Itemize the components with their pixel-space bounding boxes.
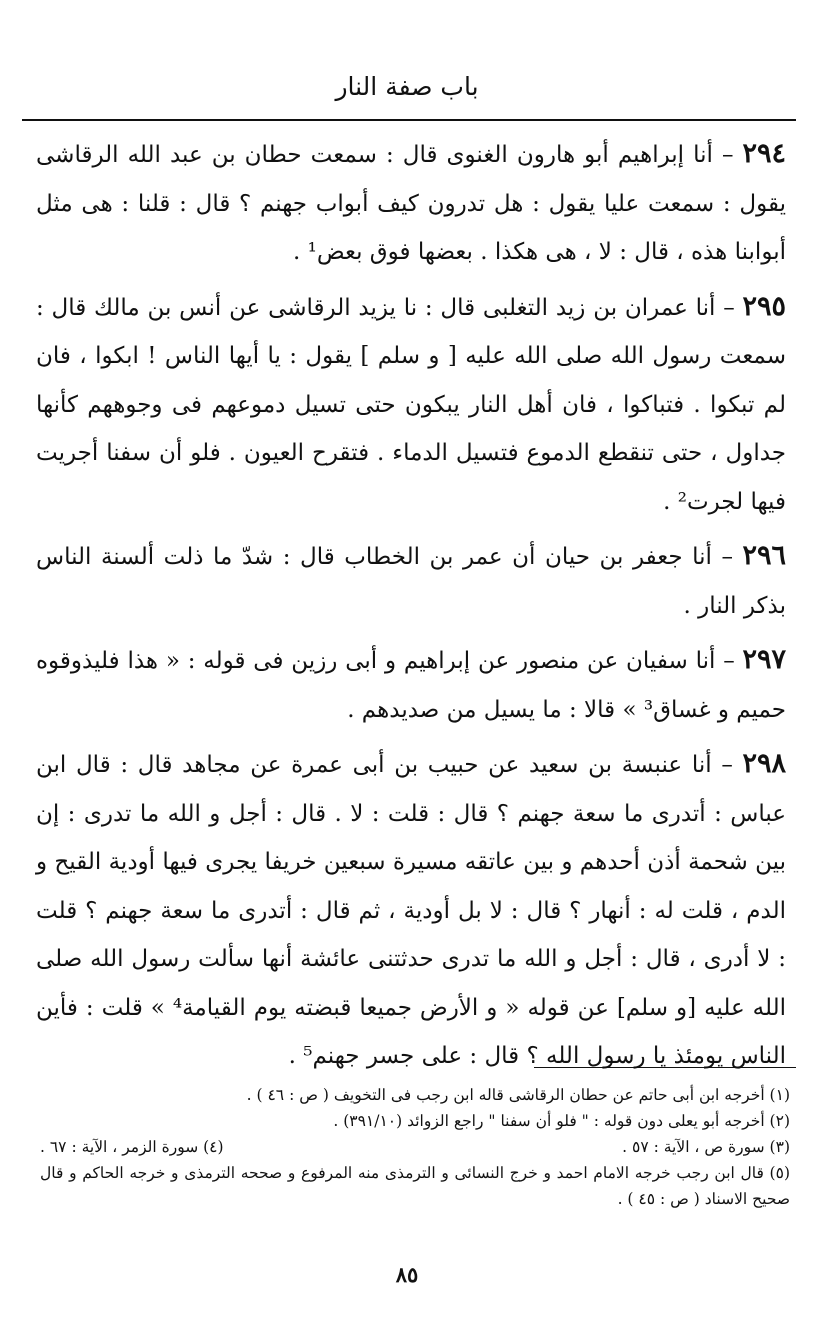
entry-text: أنا جعفر بن حيان أن عمر بن الخطاب قال : شدّ ما ذلت ألسنة الناس بذكر النار . bbox=[36, 544, 786, 619]
page-number: ٨٥ bbox=[395, 1262, 419, 1287]
entry-dash: – bbox=[723, 294, 735, 321]
entry-number: ٢٩٦ bbox=[742, 540, 787, 571]
footnote-5: (٥) قال ابن رجب خرجه الامام احمد و خرج النسائى و الترمذى منه المرفوع و صححه الترمذى و خرجه الحاكم و قال صحيح الاسناد ( ص : ٤٥ ) . bbox=[40, 1164, 790, 1208]
entry-dash: – bbox=[721, 142, 734, 168]
entry-dash: – bbox=[721, 544, 733, 570]
footnote-3: (٣) سورة ص ، الآية : ٥٧ . bbox=[622, 1138, 790, 1156]
footnote-row-3-4 bbox=[40, 1134, 790, 1160]
header-rule bbox=[22, 119, 796, 121]
entry-294 bbox=[36, 130, 786, 277]
entry-text: أنا عنبسة بن سعيد عن حبيب بن أبى عمرة عن مجاهد قال : قال ابن عباس : أتدرى ما سعة جهنم ؟ قال : قلت : لا . قال : أجل و الله ما تدرى : إن بين شحمة أذن أحدهم و بين عاتقه مسيرة سبعين خريفا يجرى فيها أودية القيح و الدم ، قلت له : أنهار ؟ قال : لا بل أودية ، ثم قال : أتدرى ما سعة جهنم ؟ قلت : لا أدرى ، قال : أجل و الله ما تدرى حدثتنى عائشة أنها سألت رسول الله صلى الله عليه [و سلم] عن قوله « و الأرض جميعا قبضته يوم القيامة⁴ » قلت : فأين الناس يومئذ يا رسول الله ؟ قال : على جسر جهنم⁵ . bbox=[36, 752, 786, 1069]
main-text bbox=[36, 130, 786, 1087]
entry-number: ٢٩٥ bbox=[742, 290, 787, 322]
entry-dash: – bbox=[721, 752, 733, 778]
footnote-2: (٢) أخرجه أبو يعلى دون قوله : " فلو أن سفنا " راجع الزوائد (٣٩١/١٠) . bbox=[333, 1112, 790, 1130]
entry-297 bbox=[36, 636, 786, 734]
entry-295 bbox=[36, 283, 786, 527]
entry-text: أنا عمران بن زيد التغلبى قال : نا يزيد الرقاشى عن أنس بن مالك قال : سمعت رسول الله صلى الله عليه [ و سلم ] يقول : يا أيها الناس ! ابكوا ، فان لم تبكوا . فتباكوا ، فان أهل النار يبكون حتى تسيل دموعهم فى وجوههم كأنها جداول ، حتى تنقطع الدموع فتسيل الدماء . فتقرح العيون . فلو أن سفنا أجريت فيها لجرت² . bbox=[36, 294, 786, 515]
entry-number: ٢٩٤ bbox=[742, 138, 787, 169]
entry-text: أنا إبراهيم أبو هارون الغنوى قال : سمعت حطان بن عبد الله الرقاشى يقول : سمعت عليا يقول : هل تدرون كيف أبواب جهنم ؟ قال : قلنا : هى مثل أبوابنا هذه ، قال : لا ، هى هكذا . بعضها فوق بعض¹ . bbox=[36, 142, 786, 265]
running-header: باب صفة النار bbox=[335, 72, 479, 101]
footnote-4: (٤) سورة الزمر ، الآية : ٦٧ . bbox=[40, 1138, 224, 1156]
footnote-1: (١) أخرجه ابن أبى حاتم عن حطان الرقاشى قاله ابن رجب فى التخويف ( ص : ٤٦ ) . bbox=[246, 1086, 790, 1104]
entry-298 bbox=[36, 740, 786, 1081]
entry-296 bbox=[36, 532, 786, 630]
entry-dash: – bbox=[723, 648, 735, 674]
footnote-rule bbox=[534, 1067, 796, 1068]
entry-number: ٢٩٨ bbox=[742, 748, 787, 779]
footnotes bbox=[40, 1082, 790, 1212]
entry-text: أنا سفيان عن منصور عن إبراهيم و أبى رزين فى قوله : « هذا فليذوقوه حميم و غساق³ » قالا : ما يسيل من صديدهم . bbox=[36, 648, 786, 723]
entry-number: ٢٩٧ bbox=[742, 644, 787, 675]
